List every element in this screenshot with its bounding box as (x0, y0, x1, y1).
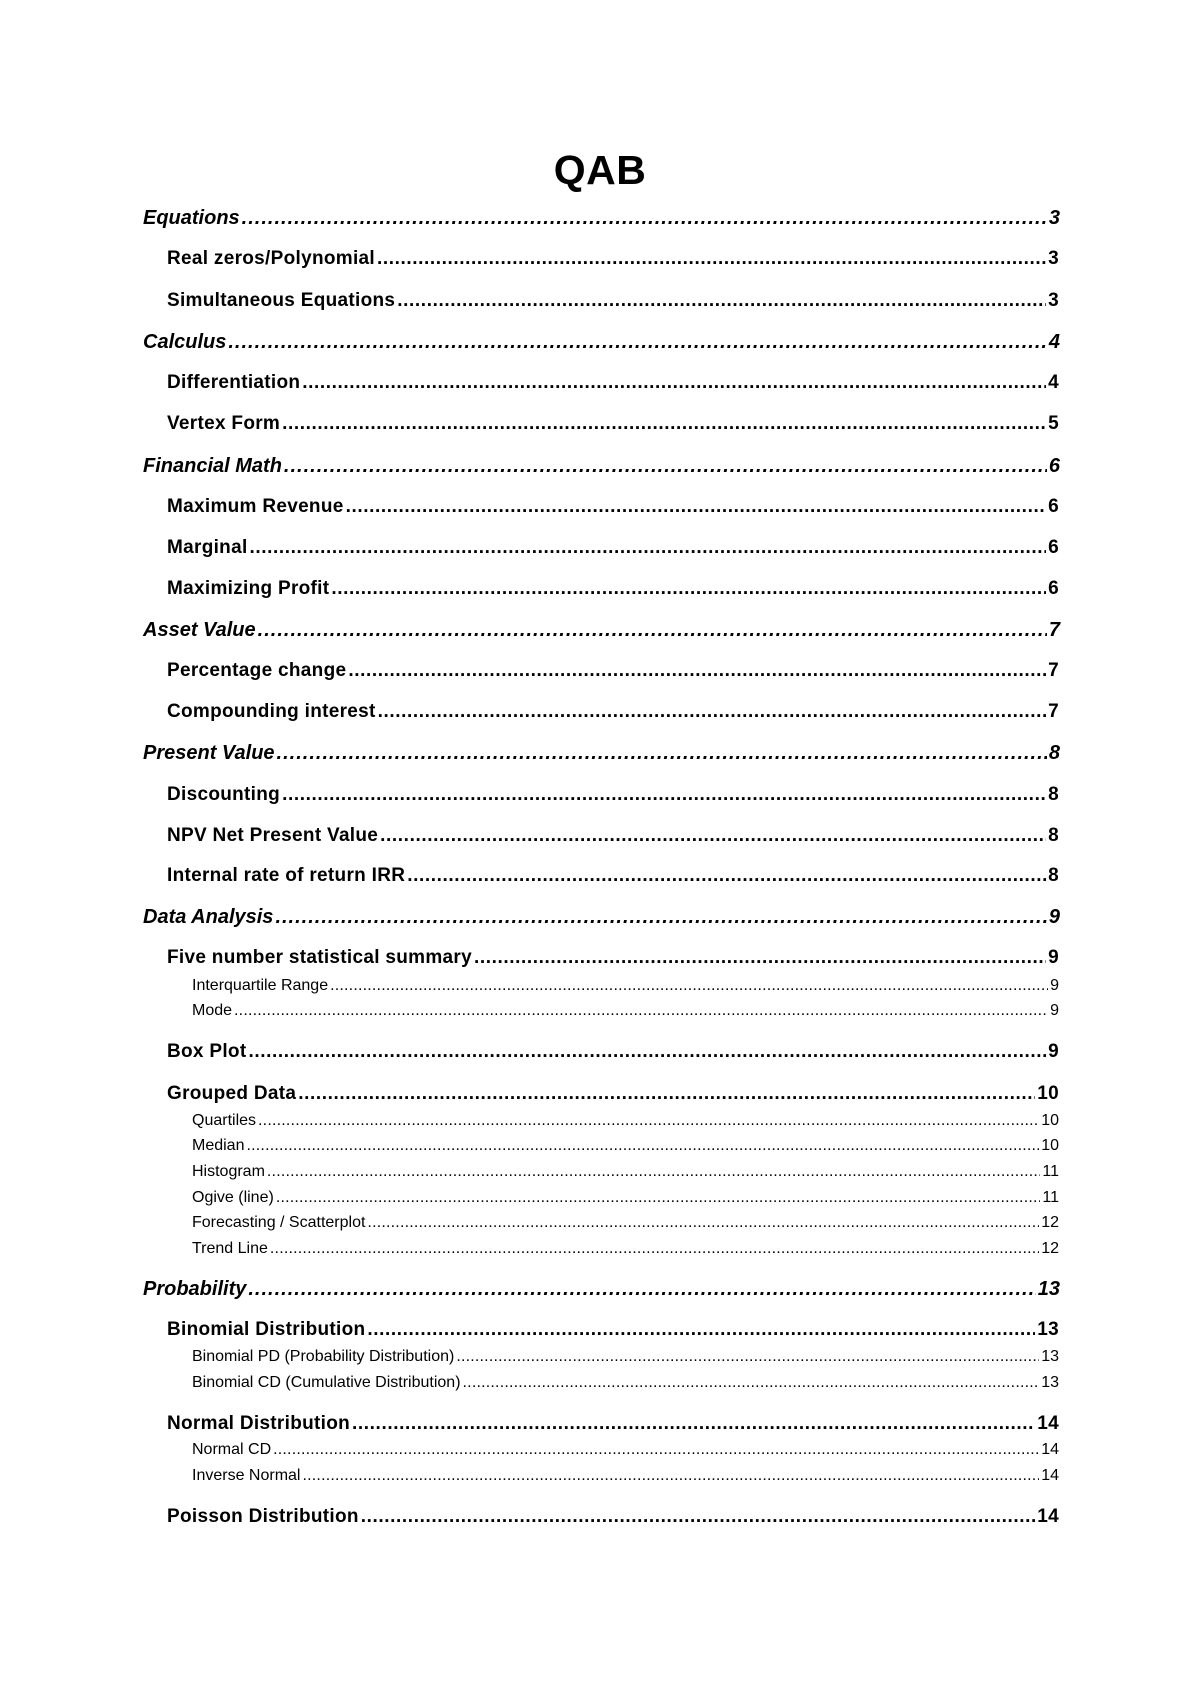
toc-entry-level-2[interactable] (167, 413, 1059, 435)
toc-entry-page-number: 9 (1050, 977, 1059, 994)
toc-entry-level-3[interactable] (192, 1467, 1059, 1485)
toc-entry-label: Quartiles (192, 1112, 257, 1129)
toc-entry-page-number: 9 (1048, 947, 1059, 968)
toc-entry-label: Binomial PD (Probability Distribution) (192, 1348, 455, 1365)
toc-entry-label: Trend Line (192, 1240, 268, 1257)
toc-entry-level-2[interactable] (167, 825, 1059, 847)
toc-entry-label: Internal rate of return IRR (167, 865, 406, 886)
toc-entry-level-3[interactable] (192, 1137, 1059, 1155)
toc-entry-label: Marginal (167, 537, 248, 558)
toc-entry-label: Inverse Normal (192, 1467, 301, 1484)
toc-entry-level-2[interactable] (167, 290, 1059, 312)
toc-entry-level-3[interactable] (192, 1189, 1059, 1207)
toc-entry-label: Normal Distribution (167, 1413, 351, 1434)
toc-dot-leader (380, 825, 1046, 847)
toc-entry-level-3[interactable] (192, 977, 1059, 995)
toc-entry-level-1[interactable] (143, 331, 1060, 354)
toc-entry-page-number: 7 (1048, 619, 1060, 641)
toc-entry-page-number: 7 (1048, 660, 1059, 681)
toc-entry-label: Asset Value (143, 619, 256, 641)
toc-dot-leader (246, 1137, 1039, 1155)
toc-entry-level-2[interactable] (167, 1413, 1059, 1435)
toc-entry-level-1[interactable] (143, 619, 1060, 642)
toc-entry-level-2[interactable] (167, 496, 1059, 518)
toc-entry-page-number: 3 (1048, 248, 1059, 269)
toc-dot-leader (248, 1278, 1035, 1301)
toc-dot-leader (346, 496, 1047, 518)
toc-dot-leader (258, 1112, 1039, 1130)
document-title: QAB (553, 147, 647, 193)
toc-entry-level-2[interactable] (167, 1319, 1059, 1341)
toc-dot-leader (367, 1319, 1035, 1341)
toc-entry-page-number: 3 (1048, 207, 1060, 229)
toc-entry-page-number: 6 (1048, 537, 1059, 558)
toc-dot-leader (331, 578, 1046, 600)
toc-entry-label: Financial Math (143, 455, 282, 477)
toc-entry-page-number: 12 (1041, 1214, 1059, 1231)
toc-dot-leader (378, 701, 1046, 723)
toc-dot-leader (270, 1240, 1039, 1258)
toc-entry-level-3[interactable] (192, 1163, 1059, 1181)
toc-entry-page-number: 13 (1041, 1348, 1059, 1365)
toc-entry-label: Grouped Data (167, 1083, 297, 1104)
toc-entry-level-2[interactable] (167, 578, 1059, 600)
toc-entry-level-1[interactable] (143, 1278, 1060, 1301)
toc-entry-label: Present Value (143, 742, 275, 764)
toc-entry-label: Median (192, 1137, 245, 1154)
toc-dot-leader (267, 1163, 1040, 1181)
toc-entry-level-2[interactable] (167, 372, 1059, 394)
toc-dot-leader (275, 906, 1046, 929)
toc-dot-leader (250, 537, 1047, 559)
toc-dot-leader (242, 207, 1047, 230)
toc-dot-leader (234, 1002, 1048, 1020)
toc-entry-page-number: 8 (1048, 865, 1059, 886)
toc-dot-leader (276, 1189, 1041, 1207)
toc-entry-level-3[interactable] (192, 1348, 1059, 1366)
toc-entry-level-2[interactable] (167, 865, 1059, 887)
toc-entry-label: Probability (143, 1278, 247, 1300)
toc-entry-level-3[interactable] (192, 1002, 1059, 1020)
toc-entry-label: Percentage change (167, 660, 347, 681)
toc-entry-page-number: 10 (1041, 1137, 1059, 1154)
toc-entry-page-number: 6 (1048, 455, 1060, 477)
toc-entry-page-number: 7 (1048, 701, 1059, 722)
toc-entry-page-number: 6 (1048, 578, 1059, 599)
toc-entry-label: Vertex Form (167, 413, 281, 434)
toc-entry-label: Mode (192, 1002, 233, 1019)
toc-dot-leader (407, 865, 1046, 887)
toc-entry-level-2[interactable] (167, 1041, 1059, 1063)
toc-entry-page-number: 14 (1041, 1441, 1059, 1458)
toc-entry-label: Maximum Revenue (167, 496, 344, 517)
toc-entry-page-number: 6 (1048, 496, 1059, 517)
toc-entry-page-number: 10 (1037, 1083, 1059, 1104)
toc-dot-leader (282, 413, 1046, 435)
toc-dot-leader (397, 290, 1046, 312)
toc-entry-page-number: 9 (1048, 906, 1060, 928)
toc-dot-leader (330, 977, 1048, 995)
toc-entry-level-2[interactable] (167, 947, 1059, 969)
toc-entry-level-2[interactable] (167, 701, 1059, 723)
toc-entry-label: Histogram (192, 1163, 265, 1180)
toc-entry-level-1[interactable] (143, 742, 1060, 765)
toc-dot-leader (361, 1506, 1035, 1528)
toc-entry-label: Box Plot (167, 1041, 247, 1062)
toc-entry-level-1[interactable] (143, 455, 1060, 478)
toc-entry-level-2[interactable] (167, 537, 1059, 559)
toc-entry-page-number: 8 (1048, 742, 1060, 764)
toc-entry-label: Real zeros/Polynomial (167, 248, 375, 269)
toc-entry-page-number: 9 (1048, 1041, 1059, 1062)
toc-dot-leader (284, 455, 1047, 478)
toc-entry-level-2[interactable] (167, 1506, 1059, 1528)
toc-entry-label: Maximizing Profit (167, 578, 330, 599)
toc-entry-label: Binomial Distribution (167, 1319, 366, 1340)
toc-dot-leader (474, 947, 1046, 969)
toc-dot-leader (456, 1348, 1039, 1366)
toc-dot-leader (367, 1214, 1039, 1232)
toc-entry-page-number: 11 (1042, 1189, 1059, 1206)
toc-entry-page-number: 13 (1037, 1319, 1059, 1340)
toc-dot-leader (277, 742, 1047, 765)
toc-dot-leader (282, 784, 1046, 806)
toc-dot-leader (298, 1083, 1035, 1105)
toc-entry-page-number: 9 (1050, 1002, 1059, 1019)
toc-entry-level-2[interactable] (167, 1083, 1059, 1105)
toc-entry-label: Five number statistical summary (167, 947, 472, 968)
toc-entry-page-number: 13 (1037, 1278, 1060, 1300)
toc-entry-page-number: 13 (1041, 1374, 1059, 1391)
toc-entry-level-3[interactable] (192, 1214, 1059, 1232)
toc-entry-level-2[interactable] (167, 248, 1059, 270)
toc-entry-level-1[interactable] (143, 906, 1060, 929)
toc-entry-page-number: 14 (1037, 1413, 1059, 1434)
toc-entry-page-number: 4 (1048, 331, 1060, 353)
toc-entry-level-2[interactable] (167, 784, 1059, 806)
toc-entry-level-1[interactable] (143, 207, 1060, 230)
toc-dot-leader (258, 619, 1047, 642)
toc-entry-level-3[interactable] (192, 1441, 1059, 1459)
toc-entry-label: Differentiation (167, 372, 301, 393)
toc-entry-label: Interquartile Range (192, 977, 329, 994)
toc-entry-level-3[interactable] (192, 1374, 1059, 1392)
toc-entry-page-number: 11 (1042, 1163, 1059, 1180)
toc-entry-label: Discounting (167, 784, 281, 805)
toc-dot-leader (302, 372, 1046, 394)
toc-entry-level-2[interactable] (167, 660, 1059, 682)
toc-entry-label: Calculus (143, 331, 227, 353)
toc-entry-page-number: 3 (1048, 290, 1059, 311)
toc-dot-leader (352, 1413, 1035, 1435)
toc-entry-page-number: 8 (1048, 784, 1059, 805)
toc-entry-page-number: 14 (1037, 1506, 1059, 1527)
toc-entry-page-number: 14 (1041, 1467, 1059, 1484)
toc-dot-leader (302, 1467, 1039, 1485)
toc-entry-label: Ogive (line) (192, 1189, 274, 1206)
toc-entry-label: Equations (143, 207, 240, 229)
toc-entry-label: Simultaneous Equations (167, 290, 396, 311)
toc-entry-page-number: 8 (1048, 825, 1059, 846)
toc-entry-label: Poisson Distribution (167, 1506, 359, 1527)
toc-entry-label: Binomial CD (Cumulative Distribution) (192, 1374, 461, 1391)
toc-dot-leader (228, 331, 1047, 354)
toc-entry-page-number: 4 (1048, 372, 1059, 393)
toc-entry-page-number: 5 (1048, 413, 1059, 434)
toc-entry-label: Forecasting / Scatterplot (192, 1214, 366, 1231)
toc-entry-label: Normal CD (192, 1441, 272, 1458)
toc-dot-leader (273, 1441, 1039, 1459)
toc-dot-leader (348, 660, 1046, 682)
toc-entry-page-number: 10 (1041, 1112, 1059, 1129)
toc-entry-level-3[interactable] (192, 1112, 1059, 1130)
toc-dot-leader (248, 1041, 1046, 1063)
toc-entry-label: Compounding interest (167, 701, 376, 722)
toc-entry-label: Data Analysis (143, 906, 274, 928)
toc-dot-leader (463, 1374, 1040, 1392)
toc-entry-page-number: 12 (1041, 1240, 1059, 1257)
toc-entry-level-3[interactable] (192, 1240, 1059, 1258)
toc-entry-label: NPV Net Present Value (167, 825, 379, 846)
toc-dot-leader (377, 248, 1046, 270)
